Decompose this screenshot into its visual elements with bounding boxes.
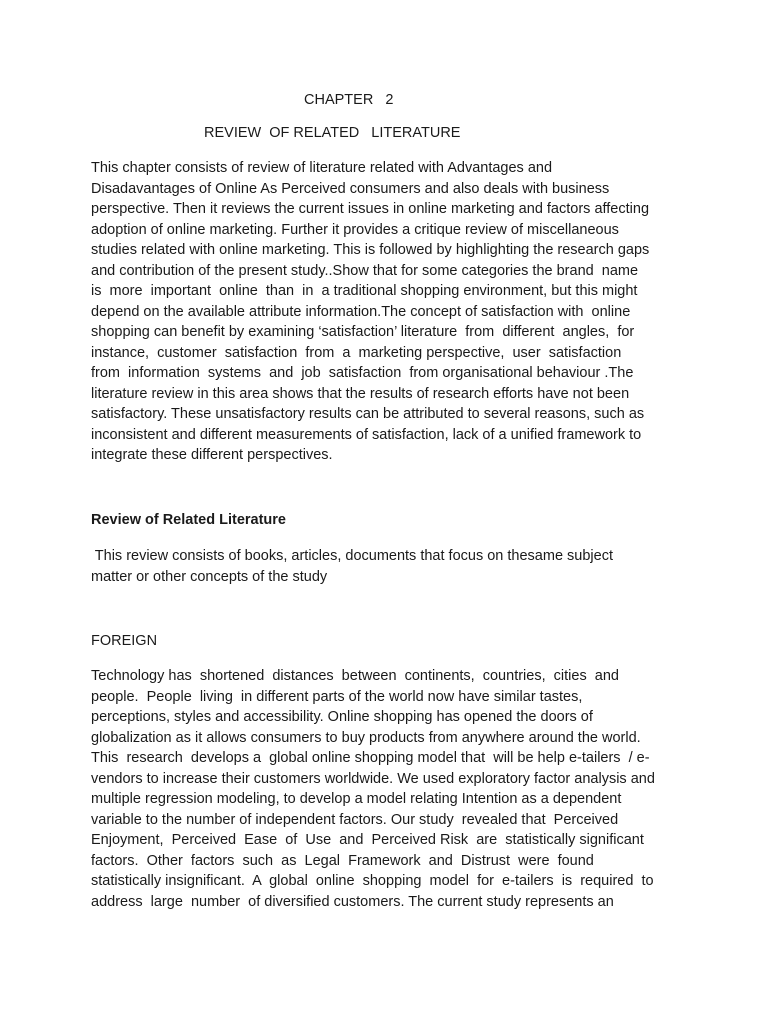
text-line: studies related with online marketing. This is followed by highlighting the research gaps (91, 242, 650, 258)
text-line: inconsistent and different measurements of satisfaction, lack of a unified framework to (91, 426, 642, 443)
text-line: and contribution of the present study..Show that for some categories the brand name (91, 262, 639, 279)
review-paragraph (91, 546, 681, 587)
chapter-title: REVIEW OF RELATED LITERATURE (204, 125, 461, 141)
text-line: perspective. Then it reviews the current issues in online marketing and factors affecting (91, 201, 650, 217)
text-line: satisfactory. These unsatisfactory results can be attributed to several reasons, such as (91, 406, 645, 422)
text-line: shopping can benefit by examining ‘satisfaction’ literature from different angles, for (91, 324, 635, 340)
text-line: This chapter consists of review of literature related with Advantages and (91, 160, 553, 176)
chapter-number: CHAPTER 2 (304, 92, 394, 108)
review-section-heading: Review of Related Literature (91, 512, 286, 528)
text-line: globalization as it allows consumers to buy products from anywhere around the world. (91, 729, 641, 746)
text-line: integrate these different perspectives. (91, 447, 333, 463)
text-line: adoption of online marketing. Further it provides a critique review of miscellaneous (91, 221, 619, 238)
text-line: Technology has shortened distances between continents, countries, cities and (91, 668, 619, 684)
text-line: Disadavantages of Online As Perceived consumers and also deals with business (91, 180, 610, 197)
text-line: multiple regression modeling, to develop a model relating Intention as a dependent (91, 791, 622, 807)
text-line: is more important online than in a traditional shopping environment, but this might (91, 283, 638, 299)
text-line: perceptions, styles and accessibility. Online shopping has opened the doors of (91, 709, 593, 725)
text-line: matter or other concepts of the study (91, 568, 328, 585)
text-line: address large number of diversified customers. The current study represents an (91, 893, 614, 910)
text-line: This research develops a global online shopping model that will be help e-tailers / e- (91, 750, 650, 766)
text-line: literature review in this area shows that the results of research efforts have not been (91, 385, 630, 402)
text-line: factors. Other factors such as Legal Framework and Distrust were found (91, 852, 594, 869)
text-line: variable to the number of independent factors. Our study revealed that Perceived (91, 811, 619, 828)
text-line: depend on the available attribute information.The concept of satisfaction with online (91, 303, 631, 320)
foreign-section-heading: FOREIGN (91, 633, 158, 649)
text-line: vendors to increase their customers worldwide. We used exploratory factor analysis and (91, 770, 655, 787)
foreign-paragraph (91, 666, 681, 912)
intro-paragraph (91, 158, 681, 466)
text-line: people. People living in different parts of the world now have similar tastes, (91, 688, 583, 705)
text-line: statistically insignificant. A global online shopping model for e-tailers is required to (91, 873, 654, 889)
text-line: instance, customer satisfaction from a marketing perspective, user satisfaction (91, 344, 622, 361)
text-line: Enjoyment, Perceived Ease of Use and Perceived Risk are statistically significant (91, 832, 644, 848)
text-line: This review consists of books, articles, documents that focus on thesame subject (91, 548, 613, 564)
text-line: from information systems and job satisfaction from organisational behaviour .The (91, 365, 634, 381)
